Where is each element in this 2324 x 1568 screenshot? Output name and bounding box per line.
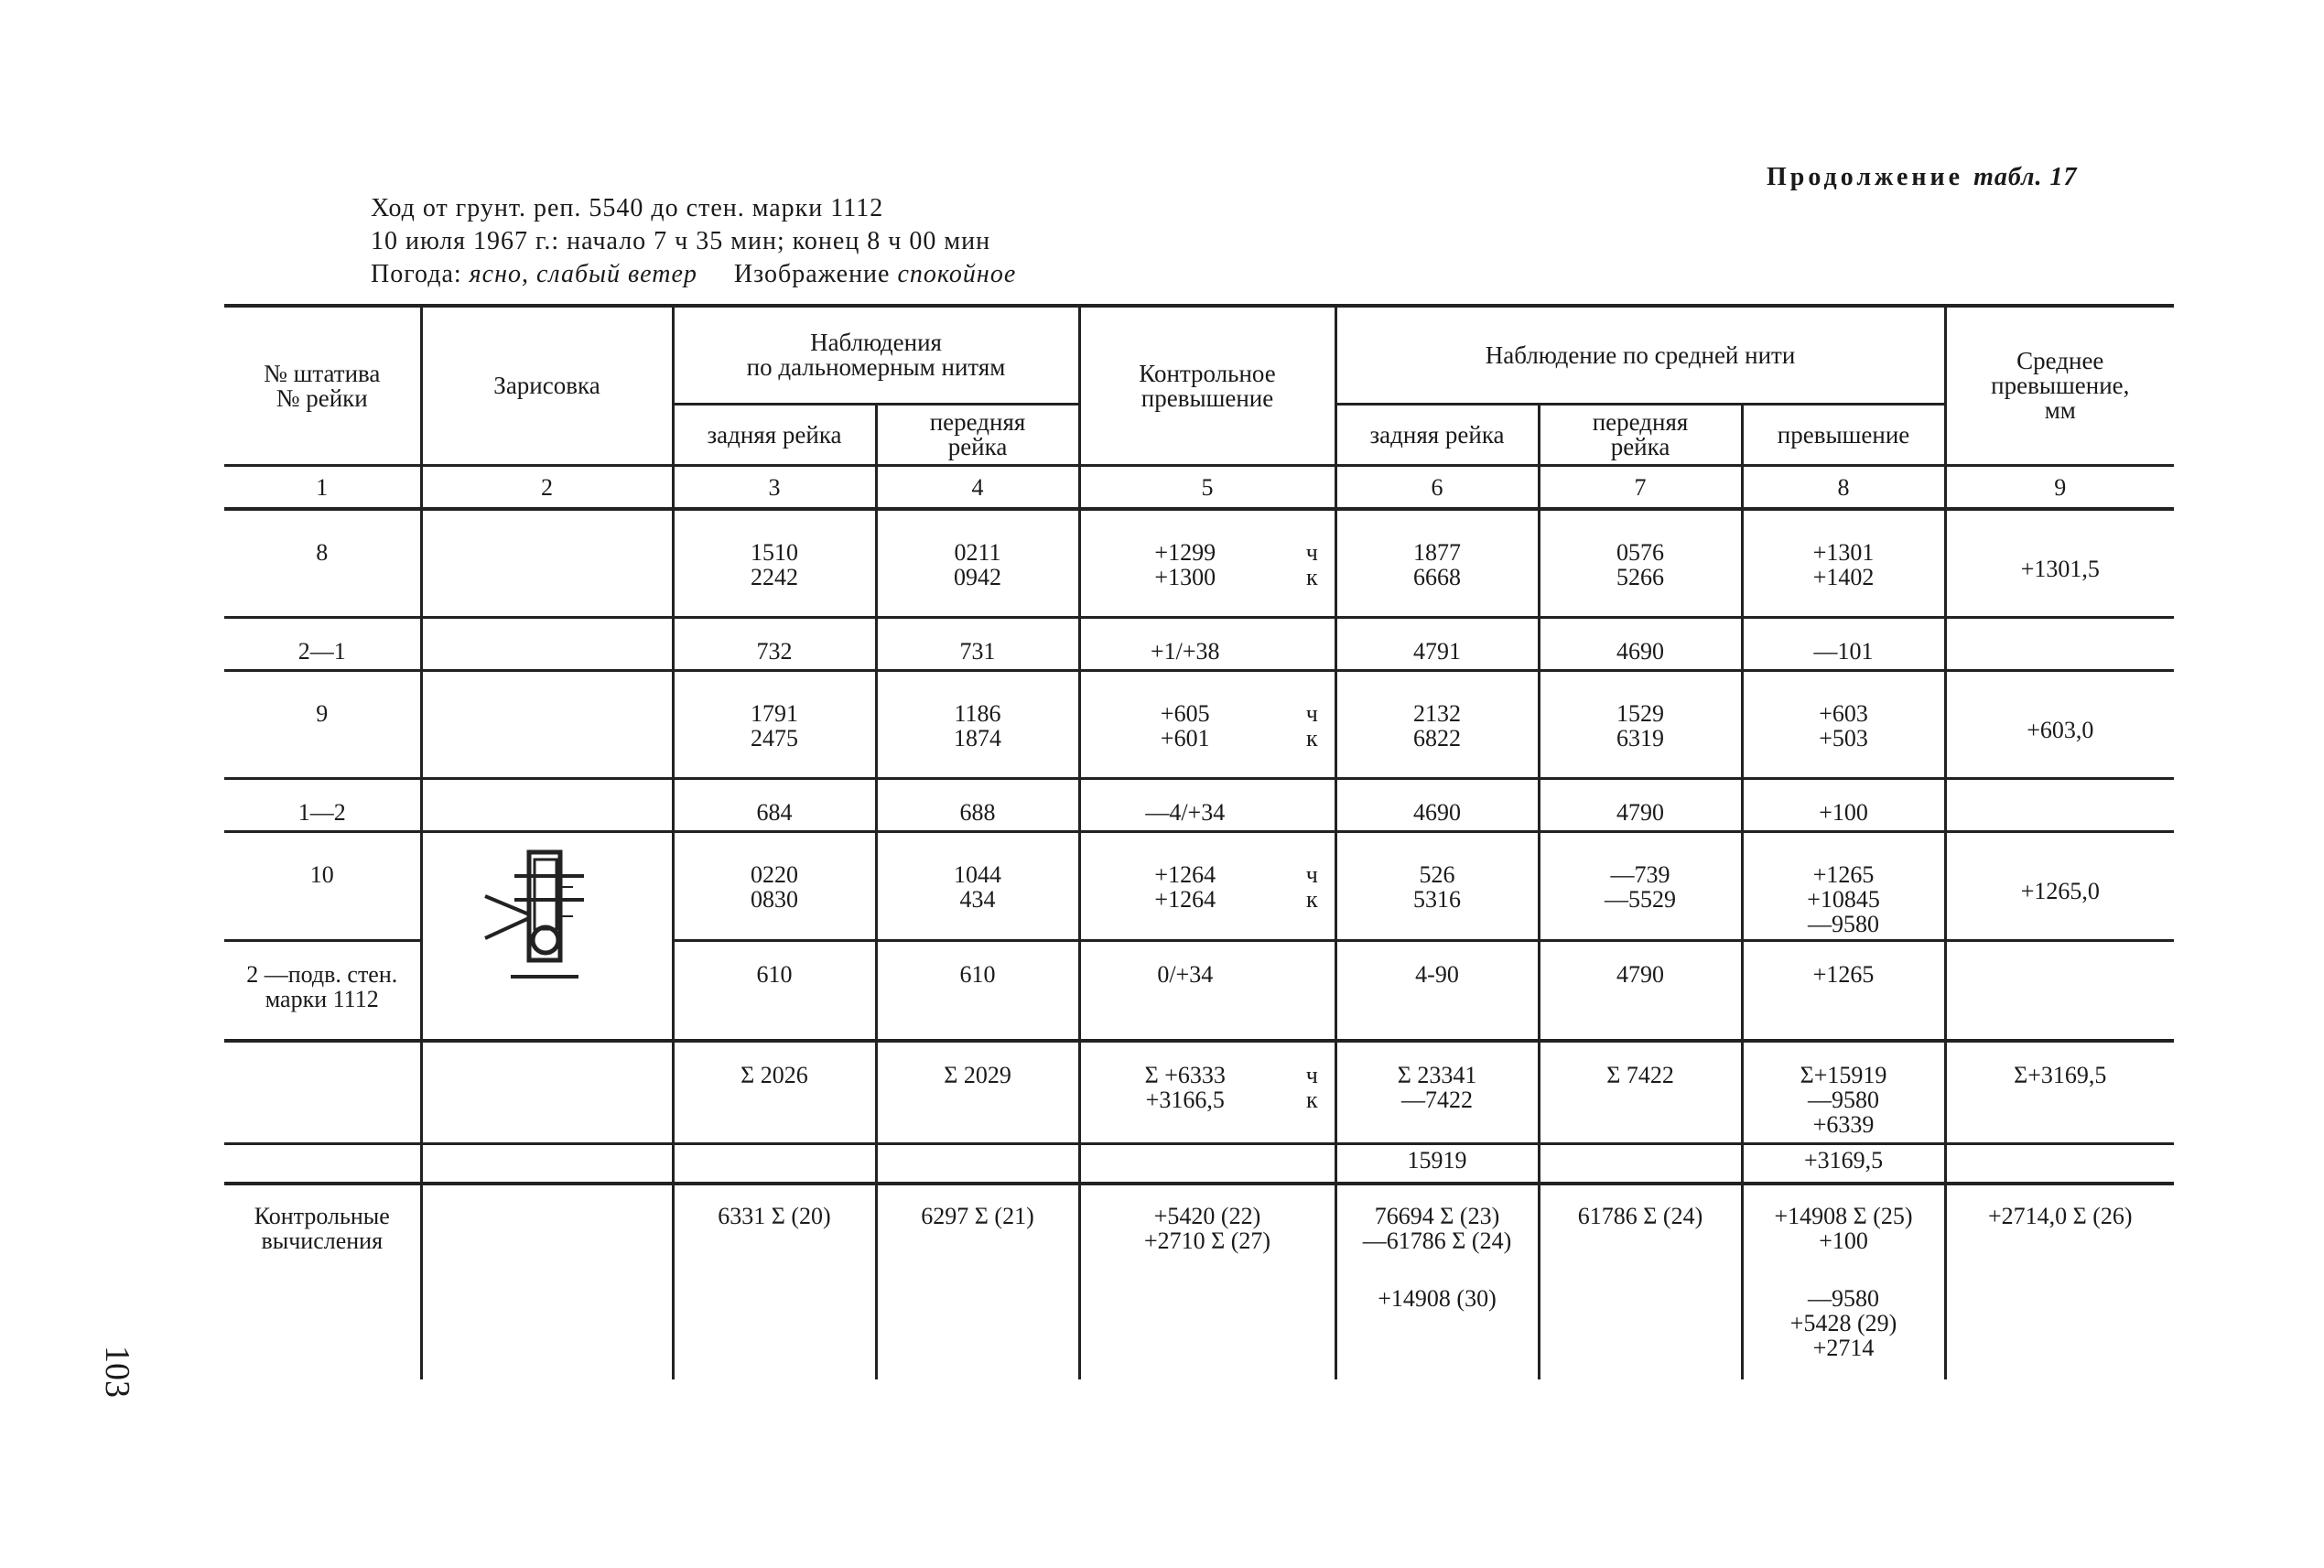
side-marker: ч к — [1290, 1041, 1335, 1143]
empty-cell — [1079, 1143, 1290, 1184]
col-header-mean: Среднее превышение, мм — [1945, 306, 2174, 466]
sum-row — [224, 1041, 2174, 1143]
col-number: 2 — [421, 466, 673, 510]
final-row — [224, 1270, 2174, 1379]
control-front-rod-stadia: 6297 Σ (21) — [876, 1184, 1079, 1270]
col-number: 4 — [876, 466, 1079, 510]
col-header-elevation: превышение — [1742, 405, 1945, 466]
control-elevation: +1299 +1300 — [1079, 509, 1290, 617]
sum-back-rod-middle: Σ 23341 —7422 — [1335, 1041, 1539, 1143]
rod-pair: 2 —подв. стен. марки 1112 — [224, 940, 421, 1041]
wall-mark-sketch-icon — [483, 843, 611, 980]
col-header-control: Контрольное превышение — [1079, 306, 1335, 466]
sum-back-rod-stadia: Σ 2026 — [673, 1041, 876, 1143]
sum-front-rod-stadia: Σ 2029 — [876, 1041, 1079, 1143]
front-rod-middle: 0576 5266 — [1539, 509, 1742, 617]
col-number: 7 — [1539, 466, 1742, 510]
sketch-cell — [421, 617, 673, 670]
weather-value: ясно, слабый ветер — [469, 260, 697, 288]
mean-elevation: +1265,0 — [1945, 831, 2174, 940]
station-number: 9 — [224, 670, 421, 778]
empty-cell — [224, 1270, 421, 1379]
back-rod-middle: 1877 6668 — [1335, 509, 1539, 617]
control-control-elevation: +5420 (22) +2710 Σ (27) — [1079, 1184, 1335, 1270]
date-time-line: 10 июля 1967 г.: начало 7 ч 35 мин; конец 8 ч 00 мин — [371, 227, 991, 255]
front-rod-middle: 4790 — [1539, 940, 1742, 1041]
subtotal-row — [224, 1143, 2174, 1184]
control-elevation: 0/+34 — [1079, 940, 1290, 1041]
side-marker — [1290, 617, 1335, 670]
front-rod-middle: —739 —5529 — [1539, 831, 1742, 940]
control-elevation: +14908 Σ (25) +100 — [1742, 1184, 1945, 1270]
back-rod-middle: 2132 6822 — [1335, 670, 1539, 778]
subtotal-back-rod-middle: 15919 — [1335, 1143, 1539, 1184]
station-number: 10 — [224, 831, 421, 940]
empty-cell — [421, 1143, 673, 1184]
control-label: Контрольные вычисления — [224, 1184, 421, 1270]
elevation: +1265 — [1742, 940, 1945, 1041]
image-value: спокойное — [897, 260, 1017, 288]
subtotal-elevation: +3169,5 — [1742, 1143, 1945, 1184]
continuation-header — [1767, 163, 2078, 192]
empty-cell — [1079, 1270, 1335, 1379]
table-row — [224, 670, 2174, 778]
mean-elevation: +1301,5 — [1945, 509, 2174, 617]
front-rod-middle: 4790 — [1539, 778, 1742, 831]
sketch-cell — [421, 670, 673, 778]
rod-pair: 2—1 — [224, 617, 421, 670]
control-elevation: —4/+34 — [1079, 778, 1290, 831]
side-marker: ч к — [1290, 670, 1335, 778]
continuation-label: Продолжение — [1767, 163, 1964, 191]
control-back-rod-middle: 76694 Σ (23) —61786 Σ (24) — [1335, 1184, 1539, 1270]
weather-line — [371, 260, 1016, 289]
back-rod-stadia: 0220 0830 — [673, 831, 876, 940]
empty-cell — [1945, 1143, 2174, 1184]
side-marker — [1290, 778, 1335, 831]
empty-cell — [673, 1143, 876, 1184]
back-rod-stadia: 1791 2475 — [673, 670, 876, 778]
back-rod-stadia: 684 — [673, 778, 876, 831]
col-number: 1 — [224, 466, 421, 510]
weather-label: Погода: — [371, 260, 462, 288]
back-rod-middle: 4791 — [1335, 617, 1539, 670]
front-rod-stadia: 731 — [876, 617, 1079, 670]
sum-elevation: Σ+15919 —9580 +6339 — [1742, 1041, 1945, 1143]
elevation: +1301 +1402 — [1742, 509, 1945, 617]
back-rod-stadia: 610 — [673, 940, 876, 1041]
control-row — [224, 1184, 2174, 1270]
col-header-back-rod: задняя рейка — [673, 405, 876, 466]
empty-cell — [421, 1270, 673, 1379]
control-elevation: +1/+38 — [1079, 617, 1290, 670]
table-row — [224, 831, 2174, 940]
header-row-1 — [224, 306, 2174, 405]
mean-elevation: +603,0 — [1945, 670, 2174, 778]
col-number: 9 — [1945, 466, 2174, 510]
elevation: +603 +503 — [1742, 670, 1945, 778]
sketch-cell — [421, 1041, 673, 1143]
sum-front-rod-middle: Σ 7422 — [1539, 1041, 1742, 1143]
front-rod-middle: 4690 — [1539, 617, 1742, 670]
empty-cell — [876, 1270, 1079, 1379]
empty-cell — [876, 1143, 1079, 1184]
front-rod-stadia: 0211 0942 — [876, 509, 1079, 617]
image-label: Изображение — [733, 260, 891, 288]
mean-elevation — [1945, 617, 2174, 670]
back-rod-stadia: 1510 2242 — [673, 509, 876, 617]
empty-cell — [224, 1143, 421, 1184]
column-number-row — [224, 466, 2174, 510]
table-row — [224, 617, 2174, 670]
side-marker — [1290, 940, 1335, 1041]
front-rod-stadia: 688 — [876, 778, 1079, 831]
col-header-stadia-group: Наблюдения по дальномерным нитям — [673, 306, 1079, 405]
back-rod-middle: 4-90 — [1335, 940, 1539, 1041]
col-header-front-rod-mid: передняя рейка — [1539, 405, 1742, 466]
col-number: 3 — [673, 466, 876, 510]
final-elevation: —9580 +5428 (29) +2714 — [1742, 1270, 1945, 1379]
col-number: 5 — [1079, 466, 1335, 510]
sum-label — [224, 1041, 421, 1143]
col-header-middle-group: Наблюдение по средней нити — [1335, 306, 1945, 405]
empty-cell — [1539, 1143, 1742, 1184]
sketch-cell — [421, 778, 673, 831]
front-rod-middle: 1529 6319 — [1539, 670, 1742, 778]
front-rod-stadia: 610 — [876, 940, 1079, 1041]
empty-cell — [1539, 1270, 1742, 1379]
final-back-rod-middle: +14908 (30) — [1335, 1270, 1539, 1379]
sketch-cell — [421, 509, 673, 617]
leveling-table — [224, 304, 2174, 1379]
mean-elevation — [1945, 778, 2174, 831]
col-header-front-rod: передняя рейка — [876, 405, 1079, 466]
back-rod-middle: 526 5316 — [1335, 831, 1539, 940]
table-label: табл. 17 — [1973, 163, 2078, 191]
elevation: +1265 +10845 —9580 — [1742, 831, 1945, 940]
back-rod-stadia: 732 — [673, 617, 876, 670]
control-front-rod-middle: 61786 Σ (24) — [1539, 1184, 1742, 1270]
control-elevation: +605 +601 — [1079, 670, 1290, 778]
front-rod-stadia: 1044 434 — [876, 831, 1079, 940]
col-header-sketch: Зарисовка — [421, 306, 673, 466]
col-number: 8 — [1742, 466, 1945, 510]
control-mean-elevation: +2714,0 Σ (26) — [1945, 1184, 2174, 1270]
elevation: —101 — [1742, 617, 1945, 670]
side-marker: ч к — [1290, 831, 1335, 940]
back-rod-middle: 4690 — [1335, 778, 1539, 831]
sum-control-elevation: Σ +6333 +3166,5 — [1079, 1041, 1290, 1143]
sum-mean-elevation: Σ+3169,5 — [1945, 1041, 2174, 1143]
front-rod-stadia: 1186 1874 — [876, 670, 1079, 778]
empty-cell — [421, 1184, 673, 1270]
side-marker: ч к — [1290, 509, 1335, 617]
mean-elevation — [1945, 940, 2174, 1041]
route-line: Ход от грунт. реп. 5540 до стен. марки 1112 — [371, 194, 884, 222]
page-number: 103 — [98, 1346, 136, 1398]
control-back-rod-stadia: 6331 Σ (20) — [673, 1184, 876, 1270]
station-number: 8 — [224, 509, 421, 617]
elevation: +100 — [1742, 778, 1945, 831]
col-number: 6 — [1335, 466, 1539, 510]
empty-cell — [1945, 1270, 2174, 1379]
col-header-station: № штатива № рейки — [224, 306, 421, 466]
table-row — [224, 509, 2174, 617]
sketch-cell — [421, 831, 673, 1041]
rod-pair: 1—2 — [224, 778, 421, 831]
empty-cell — [1290, 1143, 1335, 1184]
col-header-back-rod-mid: задняя рейка — [1335, 405, 1539, 466]
control-elevation: +1264 +1264 — [1079, 831, 1290, 940]
empty-cell — [673, 1270, 876, 1379]
table-row — [224, 778, 2174, 831]
